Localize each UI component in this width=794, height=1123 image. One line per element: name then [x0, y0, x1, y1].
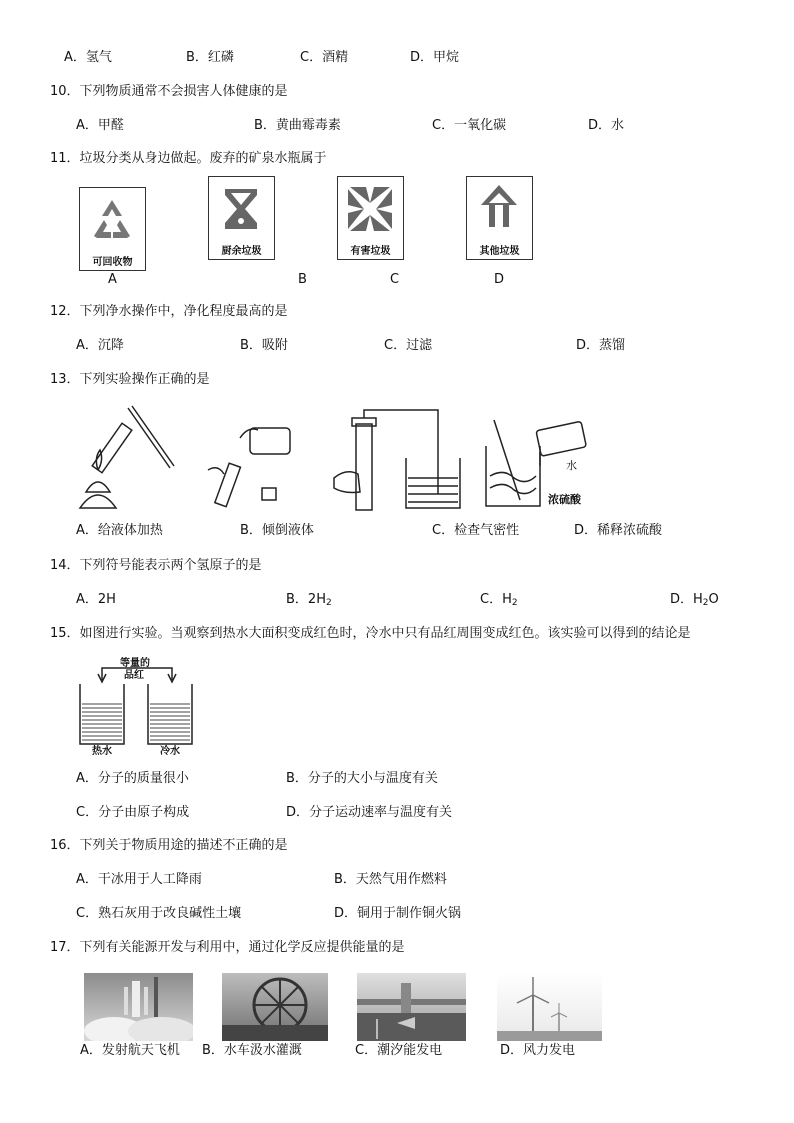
bin-letter-d: D — [494, 272, 505, 287]
formula-b-sub: 2 — [325, 598, 332, 608]
q12-option-b: B．吸附 — [240, 338, 288, 353]
q14-option-a — [76, 592, 116, 608]
q16-option-b: B．天然气用作燃料 — [334, 872, 447, 887]
q11-stem: 11．垃圾分类从身边做起。废弃的矿泉水瓶属于 — [50, 151, 327, 166]
dye-label-1: 等量的 — [120, 658, 150, 669]
q10-option-b: B．黄曲霉毒素 — [254, 118, 341, 133]
q12-stem: 12．下列净水操作中，净化程度最高的是 — [50, 304, 288, 319]
q17-option-b: B．水车汲水灌溉 — [202, 1043, 302, 1058]
pouring-liquid-figure — [200, 408, 300, 508]
formula-a: 2H — [97, 592, 116, 607]
recycle-icon — [80, 188, 145, 252]
q17-option-c: C．潮汐能发电 — [355, 1043, 443, 1058]
tidal-power-photo — [357, 973, 466, 1041]
bin-hazardous — [337, 176, 404, 260]
bin-letter-c: C — [390, 272, 400, 287]
q9-option-c: C．酒精 — [300, 50, 349, 65]
q9-option-d: D．甲烷 — [410, 50, 460, 65]
q12-option-d: D．蒸馏 — [576, 338, 626, 353]
q16-option-d: D．铜用于制作铜火锅 — [334, 906, 462, 921]
q14-option-b-label: B． — [286, 592, 308, 607]
waterwheel-icon — [222, 973, 328, 1041]
q13-option-a: A．给液体加热 — [76, 523, 163, 538]
hazardous-waste-icon — [338, 177, 403, 241]
bin-label-kitchen: 厨余垃圾 — [221, 246, 262, 257]
bin-letter-b: B — [298, 272, 307, 287]
formula-c-sub: 2 — [511, 598, 518, 608]
bin-kitchen — [208, 176, 275, 260]
wind-power-photo — [497, 973, 602, 1041]
q16-stem: 16．下列关于物质用途的描述不正确的是 — [50, 838, 288, 853]
q15-option-a: A．分子的质量很小 — [76, 771, 189, 786]
q13-option-d: D．稀释浓硫酸 — [574, 523, 663, 538]
shuttle-icon — [84, 973, 193, 1041]
wind-turbine-icon — [497, 973, 602, 1041]
q12-option-a: A．沉降 — [76, 338, 124, 353]
q14-option-c-label: C． — [480, 592, 503, 607]
kitchen-waste-icon — [209, 177, 274, 241]
bin-label-hazardous: 有害垃圾 — [350, 246, 391, 257]
q13-option-c: C．检查气密性 — [432, 523, 520, 538]
q13-stem: 13．下列实验操作正确的是 — [50, 372, 210, 387]
water-label: 水 — [566, 459, 577, 472]
heating-liquid-figure — [72, 400, 182, 512]
bin-letter-a: A — [108, 272, 117, 287]
q9-option-b: B．红磷 — [186, 50, 234, 65]
q15-option-c: C．分子由原子构成 — [76, 805, 190, 820]
bin-recyclable — [79, 187, 146, 271]
airtightness-figure — [330, 408, 470, 516]
q14-option-d — [670, 592, 719, 611]
q16-option-a: A．干冰用于人工降雨 — [76, 872, 202, 887]
hot-water-label: 热水 — [92, 746, 112, 757]
q14-option-a-label: A． — [76, 592, 98, 607]
q16-option-c: C．熟石灰用于改良碱性土壤 — [76, 906, 242, 921]
q15-option-b: B．分子的大小与温度有关 — [286, 771, 438, 786]
q9-option-a: A．氢气 — [64, 50, 112, 65]
q15-option-d: D．分子运动速率与温度有关 — [286, 805, 453, 820]
q10-option-d: D．水 — [588, 118, 625, 133]
formula-b: 2H — [307, 592, 326, 607]
q15-stem: 15．如图进行实验。当观察到热水大面积变成红色时，冷水中只有品红周围变成红色。该实验可以得到的结论是 — [50, 626, 691, 641]
bin-label-recyclable: 可回收物 — [92, 257, 133, 268]
q10-option-c: C．一氧化碳 — [432, 118, 507, 133]
dye-label-2: 品红 — [124, 670, 144, 681]
other-waste-icon — [467, 177, 532, 241]
q17-option-a: A．发射航天飞机 — [80, 1043, 180, 1058]
q17-stem: 17．下列有关能源开发与利用中，通过化学反应提供能量的是 — [50, 940, 405, 955]
q14-option-d-label: D． — [670, 592, 694, 607]
formula-d-suffix: O — [708, 592, 719, 607]
q14-stem: 14．下列符号能表示两个氢原子的是 — [50, 558, 262, 573]
formula-d: H — [693, 592, 703, 607]
formula-c: H — [502, 592, 512, 607]
waterwheel-photo — [222, 973, 328, 1041]
tidal-turbine-icon — [357, 973, 466, 1041]
q14-option-c — [480, 592, 518, 611]
q13-option-b: B．倾倒液体 — [240, 523, 314, 538]
acid-label: 浓硫酸 — [548, 493, 581, 506]
q14-option-b — [286, 592, 332, 611]
cold-water-label: 冷水 — [160, 746, 180, 757]
shuttle-launch-photo — [84, 973, 193, 1041]
bin-label-other: 其他垃圾 — [479, 246, 520, 257]
bin-other — [466, 176, 533, 260]
q10-stem: 10．下列物质通常不会损害人体健康的是 — [50, 84, 288, 99]
q17-option-d: D．风力发电 — [500, 1043, 576, 1058]
q10-option-a: A．甲醛 — [76, 118, 124, 133]
q12-option-c: C．过滤 — [384, 338, 433, 353]
formula-d-sub: 2 — [702, 598, 709, 608]
